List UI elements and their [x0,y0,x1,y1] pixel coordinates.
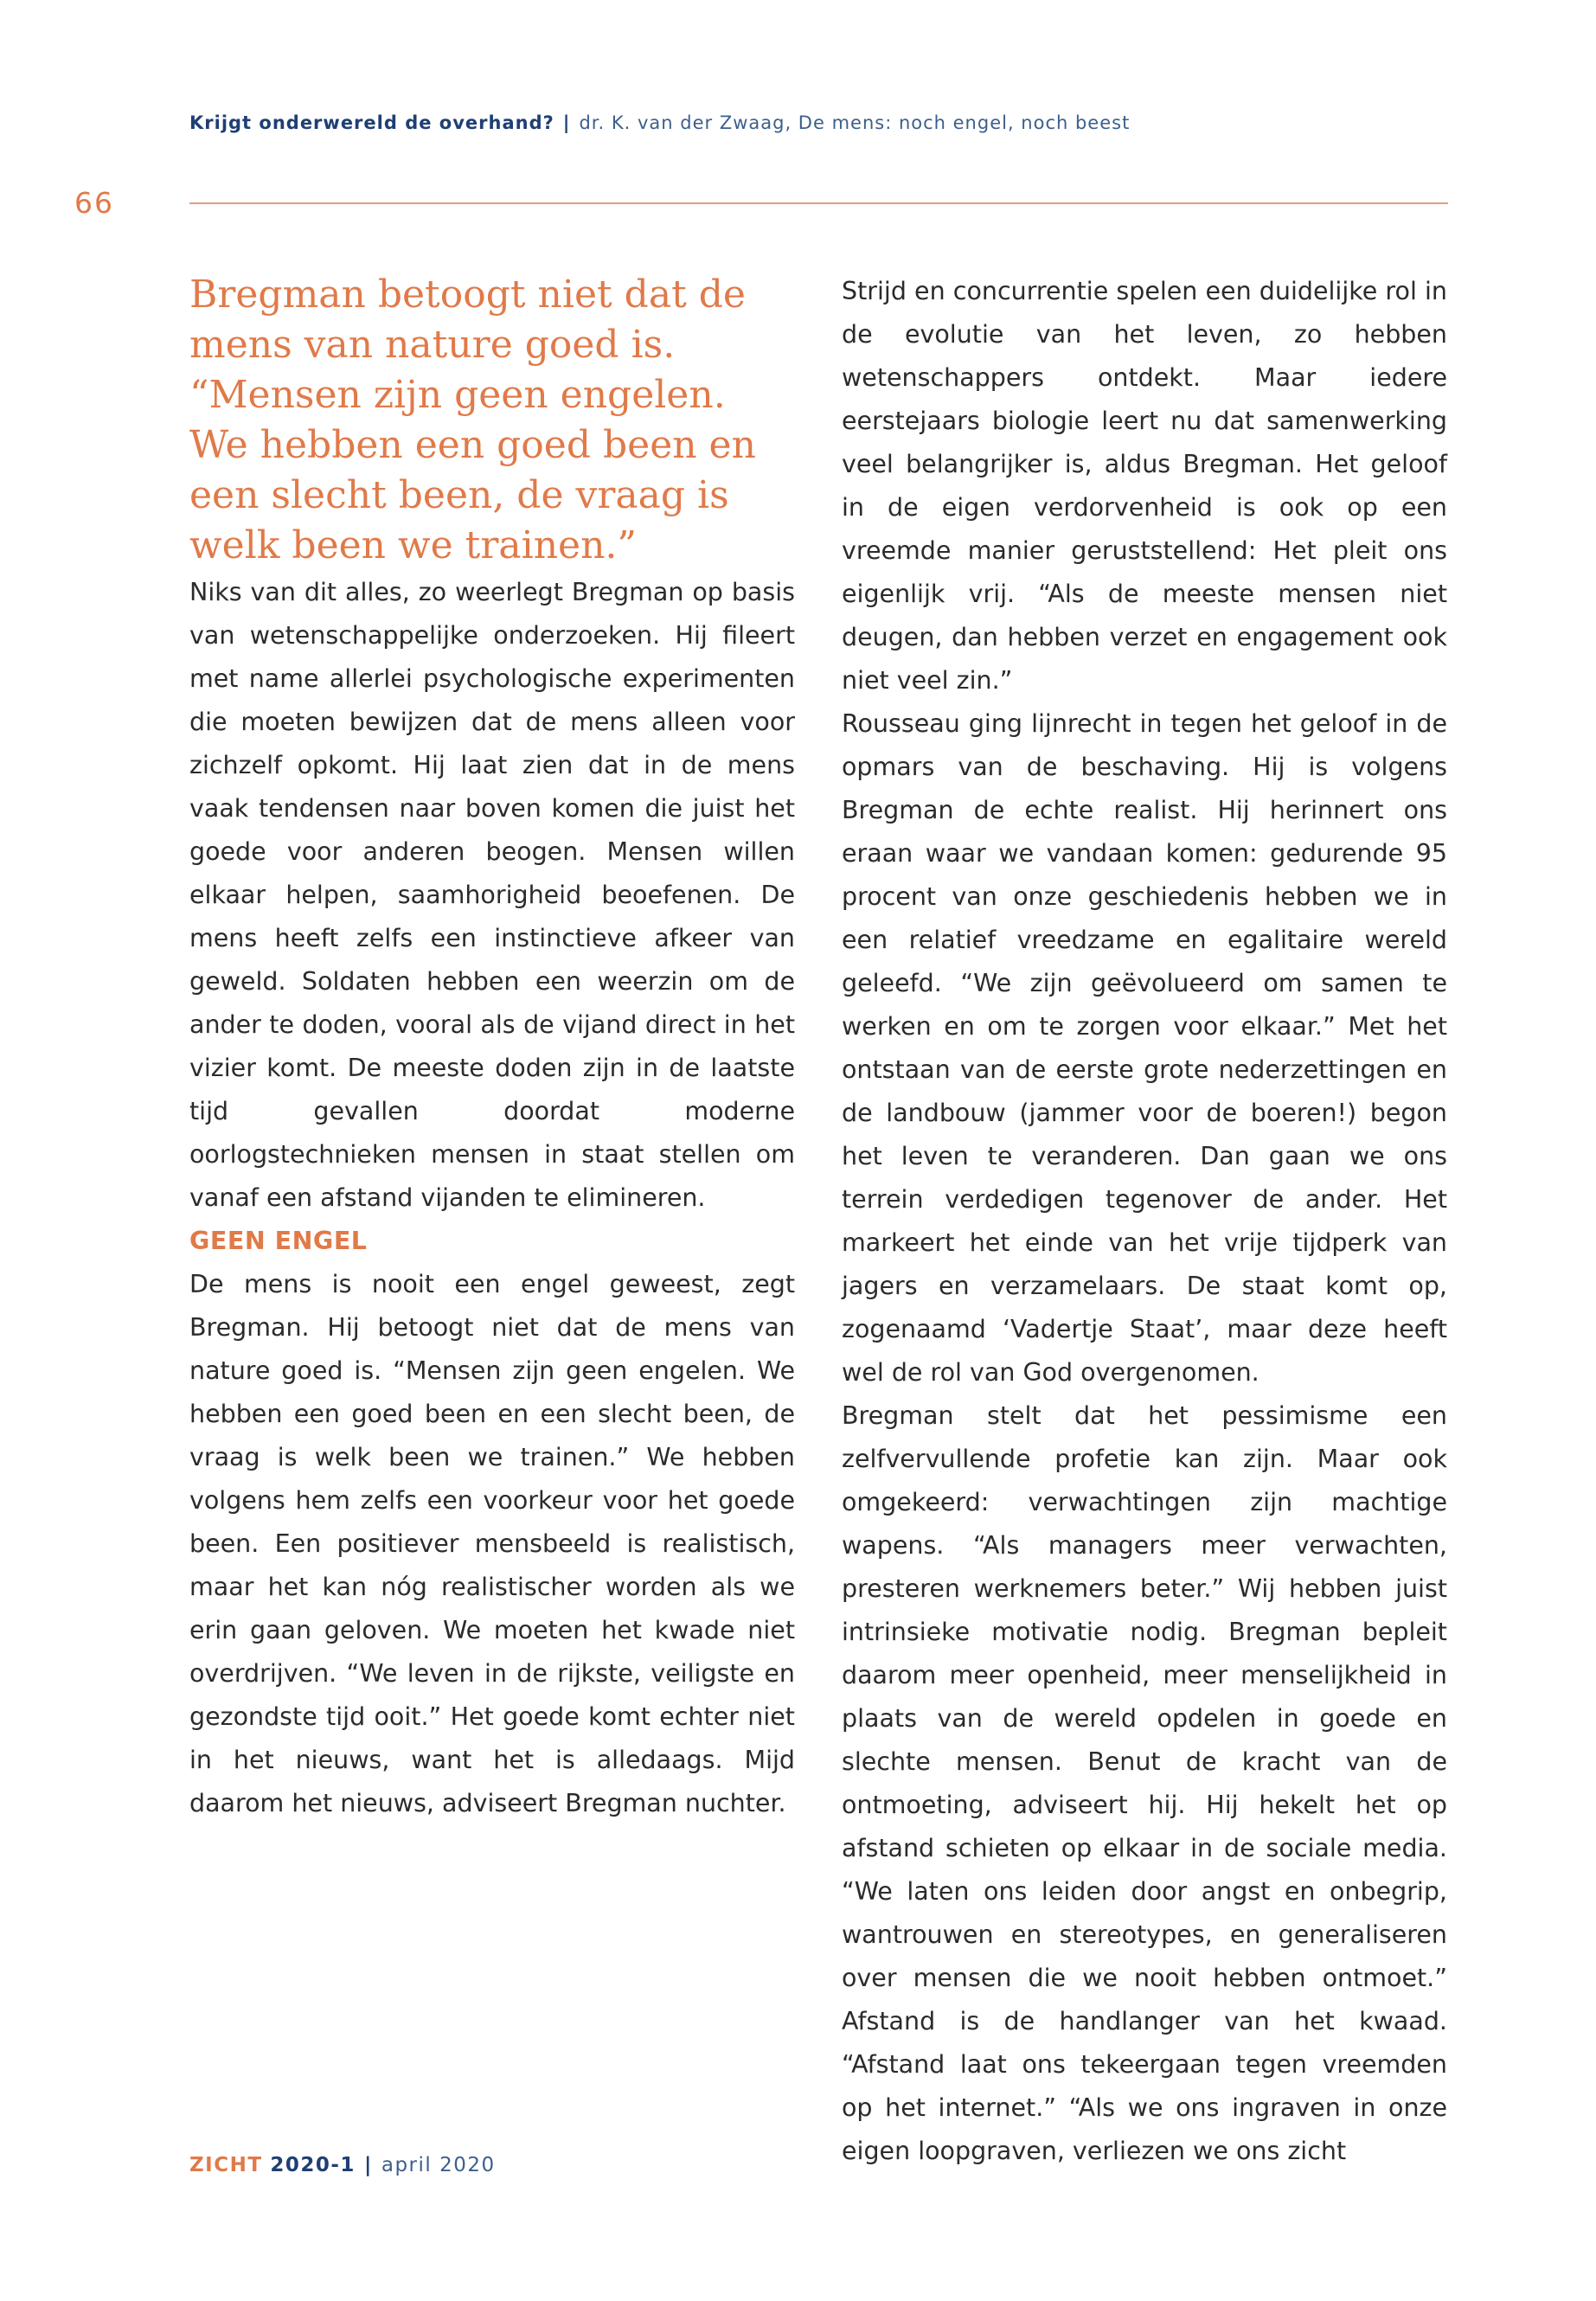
right-column [842,270,1447,2173]
footer-separator: | [363,2154,373,2176]
header-title: Krijgt onderwereld de overhand? [189,112,554,133]
body-paragraph: Rousseau ging lijnrecht in tegen het geloof in de opmars van de beschaving. Hij is volgens Bregman de echte realist. Hij herinnert ons eraan waar we vandaan komen: gedurende 95 procent van onze geschiedenis hebben we in een relatief vreedzame en egalitaire wereld geleefd. “We zijn geëvolueerd om samen te werken en om te zorgen voor elkaar.” Met het ontstaan van de eerste grote nederzettingen en de landbouw (jammer voor de boeren!) begon het leven te veranderen. Dan gaan we ons terrein verdedigen tegenover de ander. Het markeert het einde van het vrije tijdperk van jagers en verzamelaars. De staat komt op, zogenaamd ‘Vadertje Staat’, maar deze heeft wel de rol van God overgenomen. [842,709,1447,1387]
body-paragraph: Strijd en concurrentie spelen een duidelijke rol in de evolutie van het leven, zo hebben wetenschappers ontdekt. Maar iedere eerstejaars biologie leert nu dat samenwerking veel belangrijker is, aldus Bregman. Het geloof in de eigen verdorvenheid is ook op een vreemde manier geruststellend: Het pleit ons eigenlijk vrij. “Als de meeste mensen niet deugen, dan hebben verzet en engagement ook niet veel zin.” [842,277,1447,695]
footer-date: april 2020 [381,2154,496,2176]
page-number: 66 [74,186,114,220]
section-heading: GEEN ENGEL [189,1227,368,1255]
body-paragraph: Bregman stelt dat het pessimisme een zelfvervullende profetie kan zijn. Maar ook omgekeerd: verwachtingen zijn machtige wapens. “Als managers meer verwachten, presteren werknemers beter.” Wij hebben juist intrinsieke motivatie nodig. Bregman bepleit daarom meer openheid, meer menselijkheid in plaats van de wereld opdelen in goede en slechte mensen. Benut de kracht van de ontmoeting, adviseert hij. Hij hekelt het op afstand schieten op elkaar in de sociale media. “We laten ons leiden door angst en onbegrip, wantrouwen en stereotypes, en generaliseren over mensen die we nooit hebben ontmoet.” Afstand is de handlanger van het kwaad. “Afstand laat ons tekeergaan tegen vreemden op het internet.” “Als we ons ingraven in onze eigen loopgraven, verliezen we ons zicht [842,1401,1447,2165]
page-footer [189,2154,496,2176]
pull-quote: Bregman betoogt niet dat de mens van nature goed is. “Mensen zijn geen engelen. We hebben een goed been en een slecht been, de vraag is welk been we trainen.” [189,272,756,567]
header-divider [189,202,1448,204]
body-paragraph: De mens is nooit een engel geweest, zegt Bregman. Hij betoogt niet dat de mens van nature goed is. “Mensen zijn geen engelen. We hebben een goed been en een slecht been, de vraag is welk been we trainen.” We hebben volgens hem zelfs een voorkeur voor het goede been. Een positiever mensbeeld is realistisch, maar het kan nóg realistischer worden als we erin gaan geloven. We moeten het kwade niet overdrijven. “We leven in de rijkste, veiligste en gezondste tijd ooit.” Het goede komt echter niet in het nieuws, want het is alledaags. Mijd daarom het nieuws, adviseert Bregman nuchter. [189,1270,795,1817]
body-paragraph: Niks van dit alles, zo weerlegt Bregman op basis van wetenschappelijke onderzoeken. Hij fileert met name allerlei psychologische experimenten die moeten bewijzen dat de mens alleen voor zichzelf opkomt. Hij laat zien dat in de mens vaak tendensen naar boven komen die juist het goede voor anderen beogen. Mensen willen elkaar helpen, saamhorigheid beoefenen. De mens heeft zelfs een instinctieve afkeer van geweld. Soldaten hebben een weerzin om de ander te doden, vooral als de vijand direct in het vizier komt. De meeste doden zijn in de laatste tijd gevallen doordat moderne oorlogstechnieken mensen in staat stellen om vanaf een afstand vijanden te elimineren. [189,578,795,1212]
left-column [189,270,795,1825]
footer-magazine: ZICHT [189,2154,263,2176]
header-subtitle: dr. K. van der Zwaag, De mens: noch engel, noch beest [579,112,1131,133]
running-header [189,112,1130,133]
footer-issue: 2020-1 [270,2154,356,2176]
header-separator: | [562,112,571,133]
